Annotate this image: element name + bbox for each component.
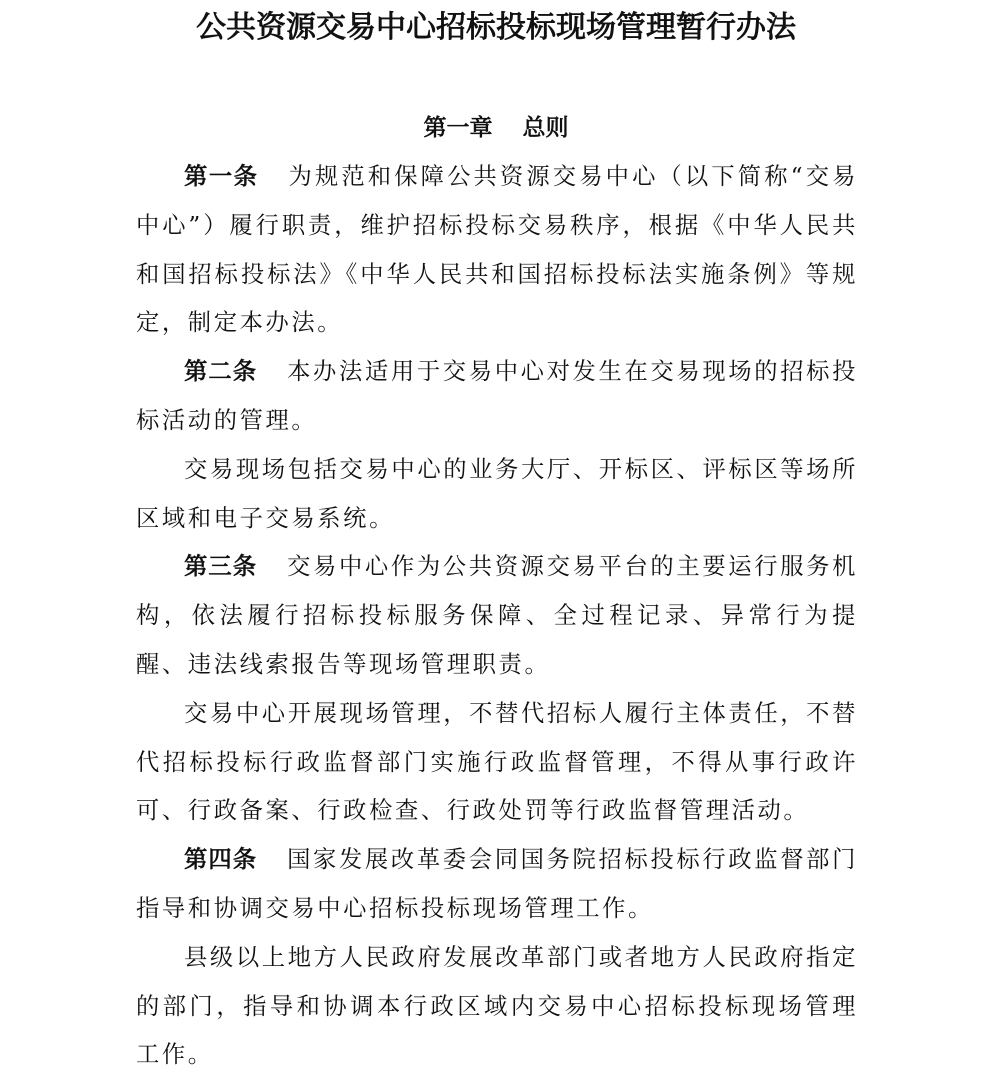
chapter-number: 第一章	[423, 115, 493, 141]
document-body	[136, 153, 858, 1080]
document-title: 公共资源交易中心招标投标现场管理暂行办法	[196, 10, 796, 45]
article-3-subparagraph	[136, 690, 858, 836]
paragraph-text: 县级以上地方人民政府发展改革部门或者地方人民政府指定的部门，指导和协调本行政区域内交易中心招标投标现场管理工作。	[136, 943, 858, 1069]
article-text: 为规范和保障公共资源交易中心（以下简称“交易中心”）履行职责，维护招标投标交易秩序，根据《中华人民共和国招标投标法》《中华人民共和国招标投标法实施条例》等规定，制定本办法。	[136, 163, 859, 337]
article-2-subparagraph	[136, 446, 858, 544]
article-number: 第二条	[184, 358, 258, 386]
article-4-subparagraph	[136, 934, 858, 1080]
article-text: 交易中心作为公共资源交易平台的主要运行服务机构，依法履行招标投标服务保障、全过程记录、异常行为提醒、违法线索报告等现场管理职责。	[136, 553, 858, 678]
article-number: 第三条	[184, 553, 258, 581]
paragraph-text: 交易中心开展现场管理，不替代招标人履行主体责任，不替代招标投标行政监督部门实施行政监督管理，不得从事行政许可、行政备案、行政检查、行政处罚等行政监督管理活动。	[136, 699, 858, 825]
article-4-paragraph	[136, 836, 858, 934]
article-2-paragraph	[136, 348, 858, 446]
article-1-paragraph	[136, 153, 858, 348]
chapter-name: 总则	[522, 115, 569, 141]
article-text: 国家发展改革委会同国务院招标投标行政监督部门指导和协调交易中心招标投标现场管理工作。	[136, 846, 858, 922]
chapter-heading	[0, 108, 992, 148]
paragraph-text: 交易现场包括交易中心的业务大厅、开标区、评标区等场所区域和电子交易系统。	[136, 455, 858, 532]
article-text: 本办法适用于交易中心对发生在交易现场的招标投标活动的管理。	[136, 358, 858, 434]
article-3-paragraph	[136, 543, 858, 689]
article-number: 第一条	[184, 163, 259, 190]
article-number: 第四条	[184, 846, 258, 874]
